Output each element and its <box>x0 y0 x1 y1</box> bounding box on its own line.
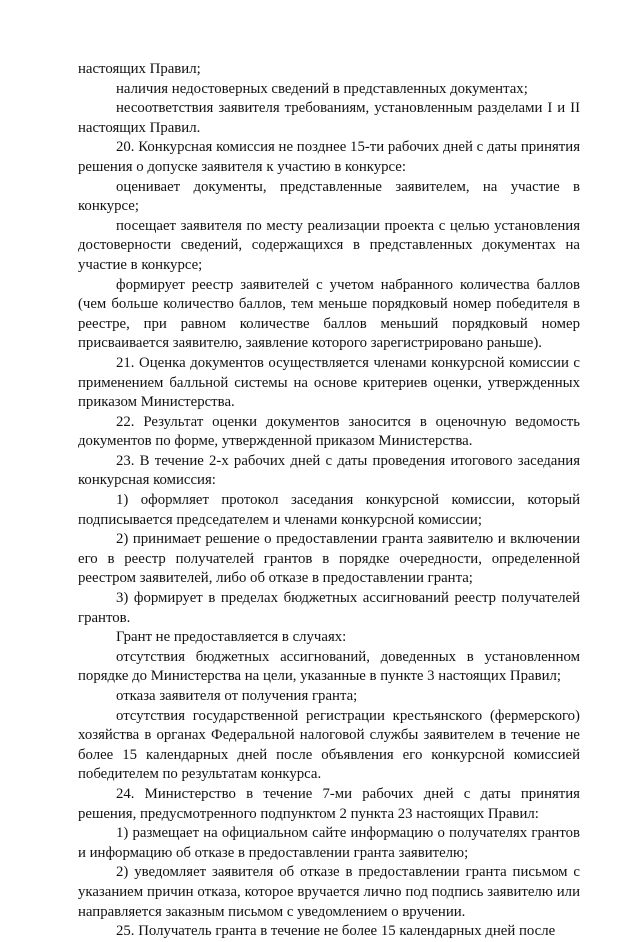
paragraph: 24. Министерство в течение 7-ми рабочих дней с даты принятия решения, предусмотренного подпунктом 2 пункта 23 настоящих Правил: <box>78 785 580 822</box>
paragraph: 2) принимает решение о предоставлении гранта заявителю и включении его в реестр получателей грантов в порядке очередности, определенной реестром заявителей, либо об отказе в предоставлении гранта; <box>78 531 580 587</box>
paragraph: 1) оформляет протокол заседания конкурсной комиссии, который подписывается председателем и членами конкурсной комиссии; <box>78 492 580 528</box>
paragraph: посещает заявителя по месту реализации проекта с целью установления достоверности сведений, содержащихся в представленных документах на участие в конкурсе; <box>78 217 580 273</box>
paragraph: формирует реестр заявителей с учетом набранного количества баллов (чем больше количество баллов, тем меньше порядковый номер победителя в реестре, при равном количестве баллов меньший порядковый номер присваивается заявителю, заявление которого зарегистрировано раньше). <box>78 276 580 352</box>
paragraph: оценивает документы, представленные заявителем, на участие в конкурсе; <box>78 178 580 215</box>
paragraph: 1) размещает на официальном сайте информацию о получателях грантов и информацию об отказе в предоставлении гранта заявителю; <box>78 825 580 861</box>
paragraph: 23. В течение 2-х рабочих дней с даты проведения итогового заседания конкурсная комиссия: <box>78 452 580 489</box>
paragraph: 21. Оценка документов осуществляется членами конкурсной комиссии с применением балльной системы на основе критериев оценки, утвержденных приказом Министерства. <box>78 354 580 411</box>
paragraph: отсутствия бюджетных ассигнований, доведенных в установленном порядке до Министерства на цели, указанные в пункте 3 настоящих Правил; <box>78 648 580 685</box>
paragraph: наличия недостоверных сведений в представленных документах; <box>116 80 528 97</box>
paragraph: 20. Конкурсная комиссия не позднее 15-ти рабочих дней с даты принятия решения о допуске заявителя к участию в конкурсе: <box>78 139 580 175</box>
paragraph: несоответствия заявителя требованиям, установленным разделами I и II настоящих Правил. <box>78 100 580 136</box>
paragraph: 25. Получатель гранта в течение не более 15 календарных дней после <box>116 923 556 940</box>
paragraph: настоящих Правил; <box>78 61 201 77</box>
paragraph: 2) уведомляет заявителя об отказе в предоставлении гранта письмом с указанием причин отказа, которое вручается лично под подпись заявителю или направляется заказным письмом с уведомлением о вручении. <box>78 864 580 920</box>
paragraph: Грант не предоставляется в случаях: <box>116 629 347 646</box>
paragraph: 22. Результат оценки документов заносится в оценочную ведомость документов по форме, утвержденной приказом Министерства. <box>78 413 580 450</box>
paragraph: 3) формирует в пределах бюджетных ассигнований реестр получателей грантов. <box>78 590 580 626</box>
paragraph: отказа заявителя от получения гранта; <box>116 688 358 704</box>
document-body <box>78 60 580 942</box>
paragraph: отсутствия государственной регистрации крестьянского (фермерского) хозяйства в органах Федеральной налоговой службы заявителем в течение не более 15 календарных дней после объявления его конкурсной комиссией победителем по результатам конкурса. <box>78 707 580 783</box>
